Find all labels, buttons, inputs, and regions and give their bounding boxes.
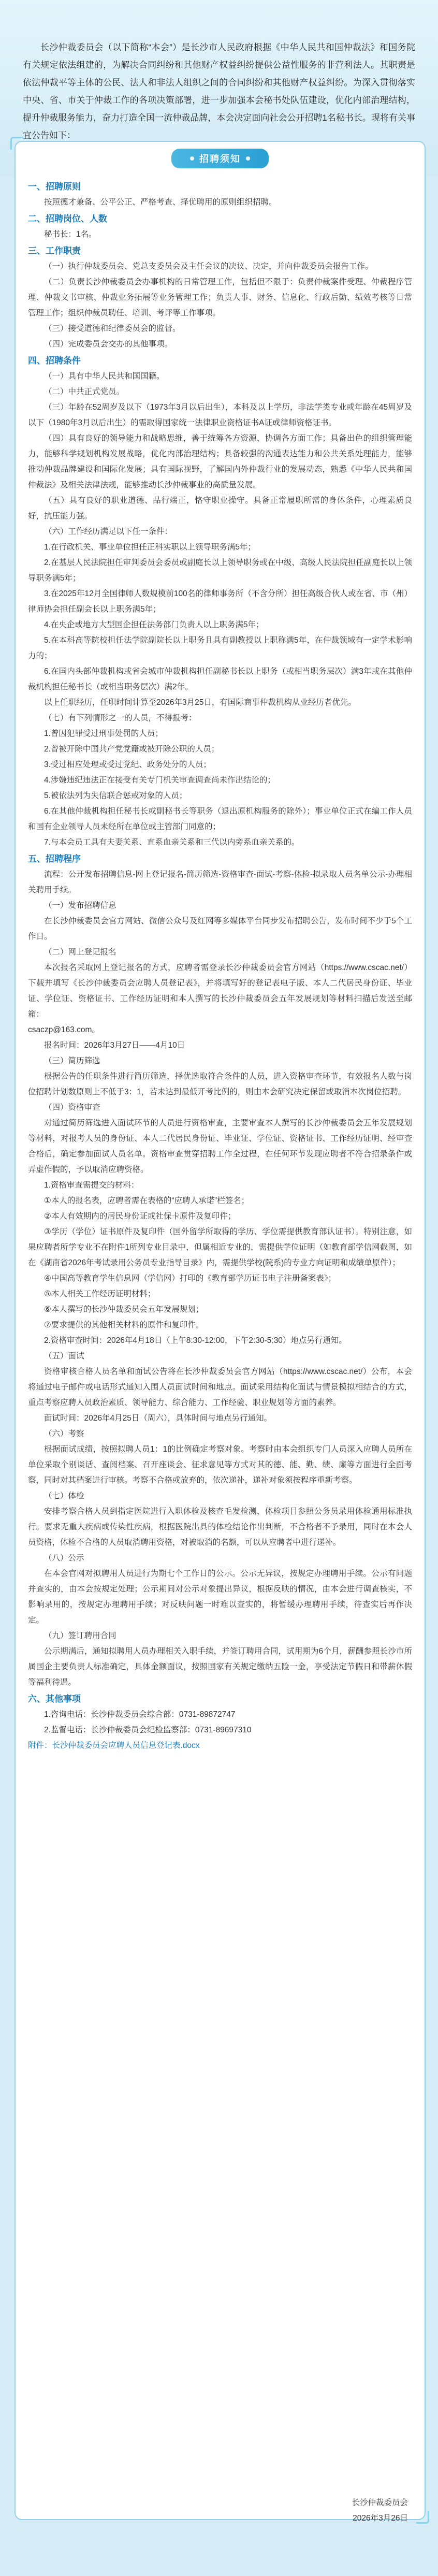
body-paragraph: ⑤本人相关工作经历证明材料； bbox=[44, 1290, 156, 1298]
body-paragraph: 报名时间：2026年3月27日——4月10日 bbox=[44, 1041, 185, 1050]
body-paragraph: （一）发布招聘信息 bbox=[44, 901, 116, 910]
body-paragraph: 7.与本会员工具有夫妻关系、直系血亲关系和三代以内旁系血亲关系的。 bbox=[44, 838, 300, 847]
section-heading: 一、招聘原则 bbox=[28, 182, 81, 192]
body-paragraph: 对通过简历筛选进入面试环节的人员进行资格审查，主要审查本人撰写的长沙仲裁委员会五年发展规划等材料，对报考人员的身份证、本人二代居民身份证、毕业证、学位证、资格证书、工作经历证明、经审查合格后，确定参加面试人员名单。资格审查贯穿招聘工作全过程，在任何环节发现应聘者不符合招录条件或弄虚作假的，予以取消应聘资格。 bbox=[28, 1119, 412, 1174]
body-paragraph: 6.在国内头部仲裁机构或省会城市仲裁机构担任副秘书长以上职务（或相当职务层次）满3年或在其他仲裁机构担任秘书长（或相当职务层次）满2年。 bbox=[28, 667, 412, 691]
body-paragraph: （三）接受道德和纪律委员会的监督。 bbox=[44, 324, 181, 333]
intro-paragraph: 长沙仲裁委员会（以下简称“本会”）是长沙市人民政府根据《中华人民共和国仲裁法》和国务院有关规定依法组建的，为解决合同纠纷和其他财产权益纠纷提供公益性服务的非营利法人。其职责是依法仲裁平等主体的公民、法人和非法人组织之间的合同纠纷和其他财产权益纠纷。为深入贯彻落实中央、省、市关于仲裁工作的各项决策部署，进一步加强本会秘书处队伍建设，优化内部治理结构，提升仲裁服务能力，奋力打造全国一流仲裁品牌，本会决定面向社会公开招聘1名秘书长。现将有关事宜公告如下： bbox=[23, 42, 415, 140]
body-paragraph: ⑦要求提供的其他相关材料的原件和复印件。 bbox=[44, 1321, 204, 1329]
body-paragraph: （一）具有中华人民共和国国籍。 bbox=[44, 372, 165, 381]
body-paragraph: （八）公示 bbox=[44, 1554, 84, 1562]
dot-icon bbox=[246, 156, 250, 161]
body-paragraph: 3.受过相应处理或受过党纪、政务处分的人员； bbox=[44, 760, 211, 769]
signature-block bbox=[352, 2495, 408, 2526]
email-link[interactable]: csaczp@163.com。 bbox=[28, 1025, 100, 1034]
body-paragraph: （七）体检 bbox=[44, 1492, 84, 1500]
body-paragraph: 2.监督电话：长沙仲裁委员会纪检监察部：0731-89697310 bbox=[44, 1726, 252, 1734]
body-paragraph: 2.在基层人民法院担任审判委员会委员或副庭长以上领导职务或在中级、高级人民法院担任副庭长以上领导职务满5年； bbox=[28, 558, 412, 583]
section-heading: 三、工作职责 bbox=[28, 246, 81, 256]
body-paragraph: （二）中共正式党员。 bbox=[44, 387, 125, 396]
issuing-organization: 长沙仲裁委员会 bbox=[352, 2498, 408, 2507]
body-paragraph: ③学历（学位）证书原件及复印件（国外留学所取得的学历、学位需提供教育部认证书）。特别注意，如果应聘者所学专业不在附件1所列专业目录中，但属相近专业的，需提供学位证明（如教育部学信网截图，如在《湖南省2026年考试录用公务员专业指导目录》内，需提供学校(院系)的专业方向证明和成绩单原件）； bbox=[28, 1227, 412, 1267]
body-paragraph: 3.在2025年12月全国律师人数规模前100名的律师事务所（不含分所）担任高级合伙人或在省、市（州）律师协会担任副会长以上职务满5年； bbox=[28, 589, 412, 614]
body-paragraph: （七）有下列情形之一的人员，不得报考： bbox=[44, 714, 197, 722]
body-paragraph: （三）简历筛选 bbox=[44, 1057, 100, 1065]
issue-date: 2026年3月26日 bbox=[353, 2514, 408, 2523]
card-header bbox=[16, 142, 425, 175]
body-paragraph: （九）签订聘用合同 bbox=[44, 1631, 116, 1640]
body-paragraph: 5.被依法列为失信联合惩戒对象的人员； bbox=[44, 791, 187, 800]
section-heading: 四、招聘条件 bbox=[28, 356, 81, 366]
body-paragraph: （六）工作经历满足以下任一条件： bbox=[44, 527, 173, 536]
body-paragraph: 5.在本科高等院校担任法学院副院长以上职务且具有副教授以上职称满5年，在仲裁领域有一定学术影响力的； bbox=[28, 636, 412, 660]
notice-card bbox=[14, 141, 426, 2520]
section-title-badge bbox=[171, 149, 269, 168]
body-paragraph: ②本人有效期内的居民身份证或社保卡原件及复印件； bbox=[44, 1212, 236, 1221]
body-paragraph: （六）考察 bbox=[44, 1429, 84, 1438]
body-paragraph: 1.曾因犯罪受过刑事处罚的人员； bbox=[44, 729, 163, 738]
body-paragraph: （二）负责长沙仲裁委员会办事机构的日常管理工作，包括但不限于：负责仲裁案件受理、仲裁程序管理、仲裁文书审核、仲裁业务拓展等业务管理工作；负责人事、财务、信息化、行政后勤、绩效考核等日常管理工作；组织仲裁员聘任、培训、考评等工作事项。 bbox=[28, 278, 412, 317]
body-paragraph: 在长沙仲裁委员会官方网站、微信公众号及红网等多媒体平台同步发布招聘公告，发布时间不少于5个工作日。 bbox=[28, 917, 412, 941]
body-paragraph: 在本会官网对拟聘用人员进行为期七个工作日的公示。公示无异议，按规定办理聘用手续。公示有问题并查实的，由本会按规定处理；公示期间对公示对象提出异议，根据反映的情况，由本会进行调查核实，不影响录用的，按规定办理聘用手续；对反映问题一时难以查实的，将暂缓办理聘用手续，待查实后再作决定。 bbox=[28, 1569, 412, 1625]
body-paragraph: 2.资格审查时间：2026年4月18日（上午8:30-12:00，下午2:30-5:30）地点另行通知。 bbox=[44, 1336, 347, 1345]
body-paragraph: （二）网上登记报名 bbox=[44, 948, 116, 957]
body-paragraph: （四）完成委员会交办的其他事项。 bbox=[44, 340, 173, 349]
body-paragraph: 1.咨询电话：长沙仲裁委员会综合部：0731-89872747 bbox=[44, 1710, 236, 1719]
section-heading: 五、招聘程序 bbox=[28, 854, 81, 864]
body-paragraph: 1.在行政机关、事业单位担任正科实职以上领导职务满5年； bbox=[44, 543, 256, 552]
body-paragraph: （五）具有良好的职业道德、品行端正，恪守职业操守。具备正常履职所需的身体条件，心理素质良好，抗压能力强。 bbox=[28, 496, 412, 520]
dot-icon bbox=[190, 156, 194, 161]
body-paragraph: 6.在其他仲裁机构担任秘书长或副秘书长等职务（退出原机构服务的除外）；事业单位正式在编工作人员和国有企业领导人员未经所在单位或主管部门同意的； bbox=[28, 807, 412, 831]
body-paragraph: 4.涉嫌违纪违法正在接受有关专门机关审查调查尚未作出结论的； bbox=[44, 776, 275, 785]
body-paragraph: 安排考察合格人员到指定医院进行入职体检及核查毛发检测，体检项目参照公务员录用体检通用标准执行。要求无重大疾病或传染性疾病，根据医院出具的体检结论作出判断，不合格者不予录用，同时在本会人员资格，体检不合格的人员取消聘用资格，对被取消的名额，可以从应聘者中进行递补。 bbox=[28, 1507, 412, 1547]
body-paragraph: 1.资格审查需提交的材料： bbox=[44, 1181, 139, 1190]
body-paragraph: 按照德才兼备、公平公正、严格考查、择优聘用的原则组织招聘。 bbox=[44, 198, 277, 207]
body-paragraph: 2.曾被开除中国共产党党籍或被开除公职的人员； bbox=[44, 745, 220, 754]
body-paragraph: （四）资格审查 bbox=[44, 1103, 100, 1112]
section-heading: 二、招聘岗位、人数 bbox=[28, 214, 107, 224]
body-paragraph: （五）面试 bbox=[44, 1352, 84, 1361]
body-paragraph: ④中国高等教育学生信息网（学信网）打印的《教育部学历证书电子注册备案表》； bbox=[44, 1274, 337, 1283]
corner-decoration-bottom-right bbox=[416, 2511, 429, 2524]
body-paragraph: 根据面试成绩，按照拟聘人员1：1的比例确定考察对象。考察时由本会组织专门人员深入应聘人员所在单位采取个别谈话、查阅档案、召开座谈会、征求意见等方式对其的德、能、勤、绩、廉等方面进行全面考察，同时对其档案进行审核。考察不合格或放弃的，依次递补，递补对象须按程序重新考察。 bbox=[28, 1445, 412, 1485]
body-paragraph: （三）年龄在52周岁及以下（1973年3月以后出生），本科及以上学历，非法学类专业或年龄在45周岁及以下（1980年3月以后出生）的需取得国家统一法律职业资格证书A证或律师资格证书。 bbox=[28, 403, 412, 427]
body-paragraph: 根据公告的任职条件进行简历筛选，择优选取符合条件的人员，进入资格审查环节，有效报名人数与岗位招聘计划数原则上不低于3：1，若未达到最低开考比例的，则由本会研究决定保留或取消本次岗位招聘。 bbox=[28, 1072, 412, 1096]
body-paragraph: 4.在央企或地方大型国企担任法务部门负责人以上职务满5年； bbox=[44, 620, 264, 629]
body-paragraph: 资格审核合格人员名单和面试公告将在长沙仲裁委员会官方网站（https://www.cscac.net/）公布，本会将通过电子邮件或电话形式通知入围人员面试时间和地点。面试采用结构化面试与情景模拟相结合的方式，重点考察应聘人员政治素质、领导能力、综合能力、工作经验、职业规划等方面的素养。 bbox=[28, 1367, 412, 1407]
body-paragraph: 流程：公开发布招聘信息-网上登记报名-简历筛选-资格审查-面试-考察-体检-拟录取人员名单公示-办理相关聘用手续。 bbox=[28, 870, 412, 894]
body-paragraph: ①本人的报名表，应聘者需在表格的“应聘人承诺”栏签名； bbox=[44, 1196, 250, 1205]
section-heading: 六、其他事项 bbox=[28, 1694, 81, 1704]
body-paragraph: （四）具有良好的领导能力和战略思维，善于统筹各方资源，协调各方面工作；具备出色的组织管理能力，能够科学规划机构发展战略，优化内部治理结构；具备较强的沟通表达能力和公共关系处理能力，能够推动仲裁品牌建设和国际化发展；具有国际视野，了解国内外仲裁行业的发展动态，熟悉《中华人民共和国仲裁法》及相关法律法规，能够推动长沙仲裁事业的高质量发展。 bbox=[28, 434, 412, 489]
body-paragraph: 以上任职经历，任职时间计算至2026年3月25日，有国际商事仲裁机构从业经历者优先。 bbox=[44, 698, 356, 707]
attachment-link[interactable]: 附件：长沙仲裁委员会应聘人员信息登记表.docx bbox=[28, 1741, 200, 1750]
notice-content bbox=[28, 178, 412, 1754]
body-paragraph: 本次报名采取网上登记报名的方式，应聘者需登录长沙仲裁委员会官方网站（https://www.cscac.net/）下载并填写《长沙仲裁委员会应聘人员登记表》，并将填写好的登记表电子版、本人二代居民身份证、毕业证、学位证、资格证书、工作经历证明和本人撰写的长沙仲裁委员会五年发展规划等材料扫描后发送至邮箱： bbox=[28, 963, 412, 1019]
body-paragraph: 公示期满后，通知拟聘用人员办理相关入职手续，并签订聘用合同，试用期为6个月，薪酬参照长沙市所属国企主要负责人标准确定，具体金额面议，按照国家有关规定缴纳五险一金，享受法定节假日和带薪休假等福利待遇。 bbox=[28, 1647, 412, 1687]
body-paragraph: （一）执行仲裁委员会、党总支委员会及主任会议的决议、决定，并向仲裁委员会报告工作。 bbox=[44, 262, 373, 271]
section-title: 招聘须知 bbox=[199, 154, 241, 164]
body-paragraph: 秘书长：1名。 bbox=[44, 230, 97, 239]
body-paragraph: 面试时间：2026年4月25日（周六），具体时间与地点另行通知。 bbox=[44, 1414, 272, 1423]
body-paragraph: ⑥本人撰写的长沙仲裁委员会五年发展规划； bbox=[44, 1305, 204, 1314]
